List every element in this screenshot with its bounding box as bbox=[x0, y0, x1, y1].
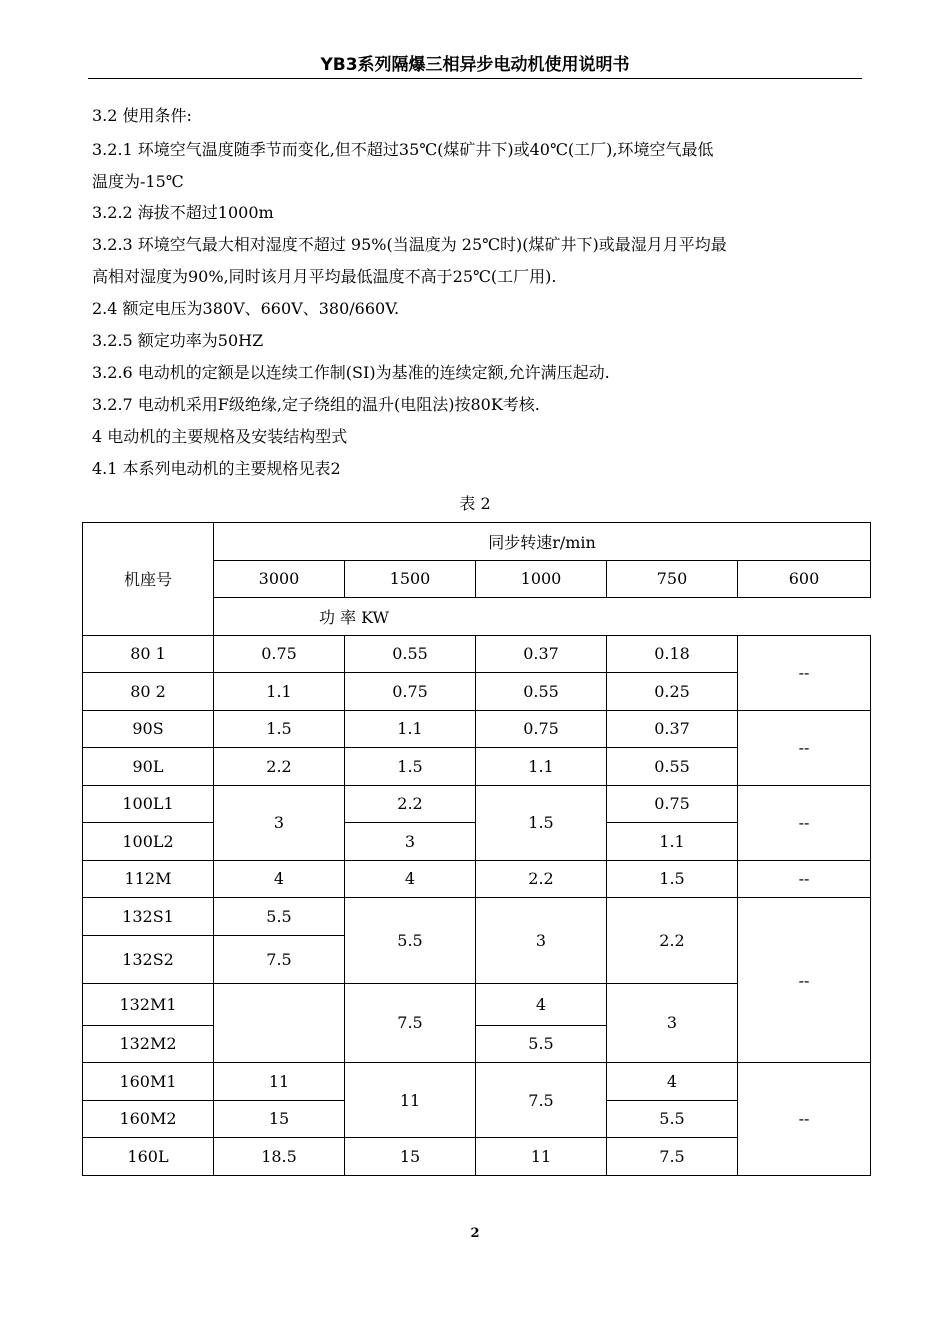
value-cell: 5.5 bbox=[214, 898, 345, 936]
value-cell: 1.5 bbox=[476, 785, 607, 860]
section-2-4: 2.4 额定电压为380V、660V、380/660V. bbox=[92, 299, 400, 318]
value-cell: 1.1 bbox=[476, 748, 607, 786]
table-row bbox=[83, 710, 871, 748]
value-cell: 0.18 bbox=[607, 635, 738, 673]
value-cell: 5.5 bbox=[607, 1100, 738, 1138]
value-cell: 7.5 bbox=[607, 1138, 738, 1176]
speed-header: 同步转速r/min bbox=[214, 523, 871, 561]
value-cell: 15 bbox=[345, 1138, 476, 1176]
table-caption: 表 2 bbox=[459, 494, 491, 513]
section-3-2-2: 3.2.2 海拔不超过1000m bbox=[92, 203, 274, 222]
value-cell: 7.5 bbox=[476, 1063, 607, 1138]
value-cell: 0.55 bbox=[476, 673, 607, 711]
dash-cell: -- bbox=[738, 860, 871, 898]
table-row bbox=[83, 898, 871, 936]
value-cell: 1.1 bbox=[214, 673, 345, 711]
value-cell: 3 bbox=[607, 983, 738, 1063]
value-cell: 18.5 bbox=[214, 1138, 345, 1176]
speed-1500: 1500 bbox=[345, 560, 476, 598]
value-cell: 11 bbox=[214, 1063, 345, 1101]
section-3-2-6: 3.2.6 电动机的定额是以连续工作制(SI)为基准的连续定额,允许满压起动. bbox=[92, 363, 610, 382]
section-3-2: 3.2 使用条件: bbox=[92, 106, 192, 125]
frame-cell: 100L2 bbox=[83, 823, 214, 861]
value-cell: 2.2 bbox=[214, 748, 345, 786]
value-cell: 11 bbox=[345, 1063, 476, 1138]
value-cell: 3 bbox=[476, 898, 607, 984]
value-cell: 1.1 bbox=[345, 710, 476, 748]
section-4-1: 4.1 本系列电动机的主要规格见表2 bbox=[92, 459, 341, 478]
speed-3000: 3000 bbox=[214, 560, 345, 598]
value-cell: 0.75 bbox=[607, 785, 738, 823]
value-cell: 2.2 bbox=[476, 860, 607, 898]
value-cell: 0.25 bbox=[607, 673, 738, 711]
value-cell: 15 bbox=[214, 1100, 345, 1138]
page-number: 2 bbox=[470, 1226, 480, 1241]
frame-cell: 160L bbox=[83, 1138, 214, 1176]
dash-cell: -- bbox=[738, 1063, 871, 1176]
table-row bbox=[83, 860, 871, 898]
frame-cell: 132S1 bbox=[83, 898, 214, 936]
section-3-2-5: 3.2.5 额定功率为50HZ bbox=[92, 331, 264, 350]
section-3-2-1: 3.2.1 环境空气温度随季节而变化,但不超过35℃(煤矿井下)或40℃(工厂),环境空气最低 bbox=[92, 140, 714, 159]
value-cell: 0.37 bbox=[607, 710, 738, 748]
document-header-title: YB3系列隔爆三相异步电动机使用说明书 bbox=[88, 52, 862, 79]
value-cell: 0.75 bbox=[345, 673, 476, 711]
frame-cell: 132M1 bbox=[83, 983, 214, 1025]
frame-cell: 90L bbox=[83, 748, 214, 786]
value-cell: 3 bbox=[345, 823, 476, 861]
value-cell: 0.75 bbox=[476, 710, 607, 748]
dash-cell: -- bbox=[738, 785, 871, 860]
value-cell: 1.1 bbox=[607, 823, 738, 861]
power-header: 功 率 KW bbox=[214, 598, 871, 636]
value-cell: 0.75 bbox=[214, 635, 345, 673]
value-cell: 11 bbox=[476, 1138, 607, 1176]
frame-cell: 90S bbox=[83, 710, 214, 748]
value-cell: 5.5 bbox=[476, 1025, 607, 1063]
value-cell: 1.5 bbox=[345, 748, 476, 786]
value-cell: 2.2 bbox=[345, 785, 476, 823]
speed-1000: 1000 bbox=[476, 560, 607, 598]
frame-cell: 160M2 bbox=[83, 1100, 214, 1138]
table-row bbox=[83, 1063, 871, 1101]
section-3-2-3: 3.2.3 环境空气最大相对湿度不超过 95%(当温度为 25℃时)(煤矿井下)或最湿月月平均最 bbox=[92, 235, 727, 254]
value-cell: 7.5 bbox=[214, 935, 345, 983]
value-cell: 1.5 bbox=[214, 710, 345, 748]
frame-cell: 112M bbox=[83, 860, 214, 898]
frame-cell: 160M1 bbox=[83, 1063, 214, 1101]
table-row bbox=[83, 785, 871, 823]
value-cell: 7.5 bbox=[345, 983, 476, 1063]
frame-cell: 132M2 bbox=[83, 1025, 214, 1063]
value-cell: 5.5 bbox=[345, 898, 476, 984]
value-cell: 3 bbox=[214, 785, 345, 860]
section-4: 4 电动机的主要规格及安装结构型式 bbox=[92, 427, 348, 446]
table-header-row bbox=[83, 523, 871, 561]
table-row bbox=[83, 635, 871, 673]
speed-750: 750 bbox=[607, 560, 738, 598]
frame-cell: 80 2 bbox=[83, 673, 214, 711]
spec-table bbox=[82, 522, 871, 1176]
section-3-2-1-cont: 温度为-15℃ bbox=[92, 172, 184, 191]
frame-cell: 132S2 bbox=[83, 935, 214, 983]
value-cell: 0.55 bbox=[607, 748, 738, 786]
value-cell: 0.55 bbox=[345, 635, 476, 673]
value-cell: 2.2 bbox=[607, 898, 738, 984]
dash-cell: -- bbox=[738, 710, 871, 785]
dash-cell: -- bbox=[738, 898, 871, 1063]
value-cell: 4 bbox=[476, 983, 607, 1025]
frame-header: 机座号 bbox=[83, 523, 214, 636]
section-3-2-3-cont: 高相对湿度为90%,同时该月月平均最低温度不高于25℃(工厂用). bbox=[92, 267, 557, 286]
section-3-2-7: 3.2.7 电动机采用F级绝缘,定子绕组的温升(电阻法)按80K考核. bbox=[92, 395, 540, 414]
frame-cell: 80 1 bbox=[83, 635, 214, 673]
value-cell: 4 bbox=[607, 1063, 738, 1101]
value-cell: 0.37 bbox=[476, 635, 607, 673]
frame-cell: 100L1 bbox=[83, 785, 214, 823]
dash-cell: -- bbox=[738, 635, 871, 710]
speed-600: 600 bbox=[738, 560, 871, 598]
value-cell bbox=[214, 983, 345, 1063]
value-cell: 4 bbox=[214, 860, 345, 898]
value-cell: 4 bbox=[345, 860, 476, 898]
value-cell: 1.5 bbox=[607, 860, 738, 898]
